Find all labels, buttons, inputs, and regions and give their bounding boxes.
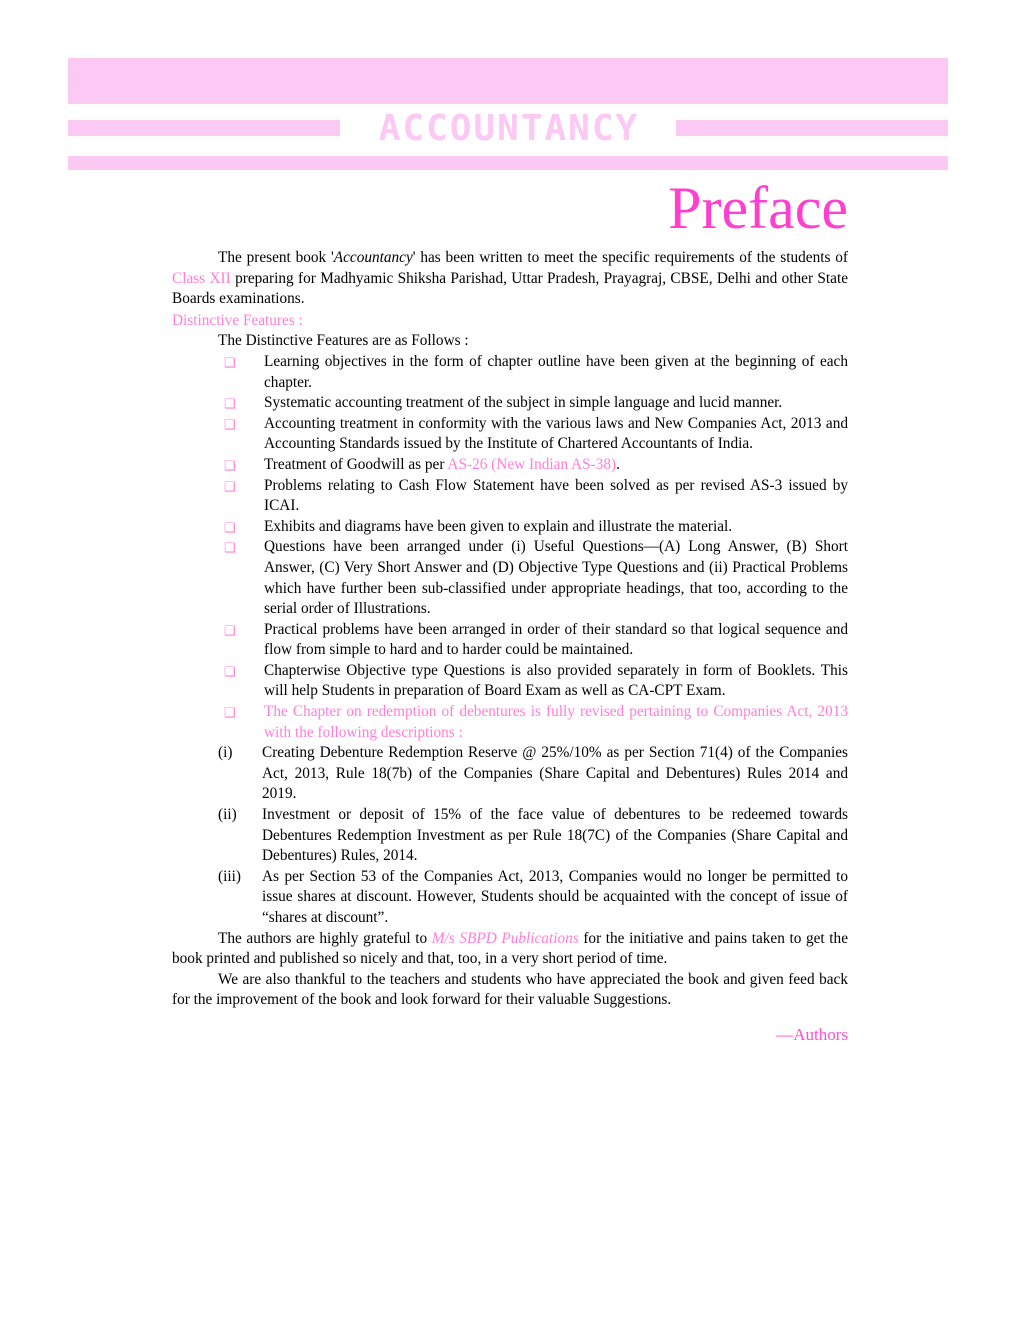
checkbox-bullet-icon: ❑ [224, 478, 236, 494]
feature-text: Exhibits and diagrams have been given to explain and illustrate the material. [264, 517, 733, 535]
list-item [218, 702, 848, 743]
intro-paragraph [172, 248, 848, 310]
banner-rule-left [68, 120, 340, 136]
preface-body [172, 248, 848, 1063]
list-item [218, 393, 848, 414]
list-item [218, 455, 848, 476]
page-title: Preface [668, 175, 848, 241]
list-item [218, 867, 848, 929]
checkbox-bullet-icon: ❑ [224, 705, 236, 721]
roman-text: As per Section 53 of the Companies Act, 2013, Companies would no longer be permitted to issue shares at discount. However, Students should be acquainted with the concept of issue of “shares at discount”. [262, 867, 848, 926]
feature-text: Treatment of Goodwill as per [264, 455, 448, 473]
list-item [218, 743, 848, 805]
feature-text: Questions have been arranged under (i) Useful Questions—(A) Long Answer, (B) Short Answer, (C) Very Short Answer and (D) Objective Type Questions and (ii) Practical Problems which have further been sub-classified under appropriate headings, that too, according to the serial order of Illustrations. [264, 538, 848, 618]
feature-text: Chapterwise Objective type Questions is also provided separately in form of Booklets. This will help Students in preparation of Board Exam as well as CA-CPT Exam. [264, 661, 848, 700]
banner-title-row [68, 104, 948, 156]
intro-part2: ' has been written to meet the specific requirements of the students of [412, 249, 848, 266]
features-list [172, 352, 848, 743]
banner-bottom-block [68, 156, 948, 170]
feature-text: Accounting treatment in conformity with the various laws and New Companies Act, 2013 and Accounting Standards issued by the Institute of Chartered Accountants of India. [264, 414, 848, 453]
banner-top-block [68, 58, 948, 104]
list-item [218, 537, 848, 619]
checkbox-bullet-icon: ❑ [224, 416, 236, 432]
intro-part3: preparing for Madhyamic Shiksha Parishad, Uttar Pradesh, Prayagraj, CBSE, Delhi and other State Boards examinations. [172, 269, 848, 308]
thanks-part1: The authors are highly grateful to [218, 929, 432, 947]
feature-highlight: AS-26 (New Indian AS-38) [447, 455, 617, 473]
roman-marker: (iii) [218, 867, 241, 885]
feature-text: Systematic accounting treatment of the subject in simple language and lucid manner. [264, 394, 783, 412]
checkbox-bullet-icon: ❑ [224, 622, 236, 638]
intro-part1: The present book ' [218, 249, 334, 266]
roman-text: Creating Debenture Redemption Reserve @ 25%/10% as per Section 71(4) of the Companies Act, 2013, Rule 18(7b) of the Companies (Share Capital and Debentures) Rules 2014 and 2019. [262, 744, 848, 803]
checkbox-bullet-icon: ❑ [224, 663, 236, 679]
banner-rule-right [676, 120, 948, 136]
list-item [218, 414, 848, 455]
checkbox-bullet-icon: ❑ [224, 354, 236, 370]
thanks-paragraph [172, 929, 848, 970]
checkbox-bullet-icon: ❑ [224, 396, 236, 412]
feature-text: Problems relating to Cash Flow Statement have been solved as per revised AS-3 issued by ICAI. [264, 476, 848, 515]
roman-text: Investment or deposit of 15% of the face value of debentures to be redeemed towards Debentures Redemption Investment as per Rule 18(7C) of the Companies (Share Capital and Debentures) Rules, 2014. [262, 806, 848, 865]
list-item [218, 620, 848, 661]
list-item [218, 352, 848, 393]
feature-highlight: The Chapter on redemption of debentures is fully revised pertaining to Companies Act, 2013 with the following descriptions : [264, 703, 848, 741]
thanks-part2: for the initiative and pains taken to get the book printed and published so nicely and that, too, in a very short period of time. [172, 929, 848, 968]
book-title: Accountancy [333, 249, 413, 266]
checkbox-bullet-icon: ❑ [224, 457, 236, 473]
list-item [218, 805, 848, 867]
distinctive-features-intro: The Distinctive Features are as Follows : [218, 332, 469, 350]
roman-marker: (i) [218, 744, 233, 762]
signature: —Authors [776, 1024, 848, 1044]
publisher-name: M/s SBPD Publications [431, 929, 579, 947]
roman-marker: (ii) [218, 806, 237, 824]
distinctive-features-label: Distinctive Features : [172, 311, 303, 329]
checkbox-bullet-icon: ❑ [224, 540, 236, 556]
list-item [218, 476, 848, 517]
roman-list [172, 743, 848, 928]
list-item [218, 517, 848, 538]
banner-title: ACCOUNTANCY [378, 108, 640, 149]
checkbox-bullet-icon: ❑ [224, 519, 236, 535]
closing-paragraph: We are also thankful to the teachers and students who have appreciated the book and given feed back for the improvement of the book and look forward for their valuable Suggestions. [172, 970, 848, 1009]
feature-tail: . [616, 455, 620, 473]
feature-text: Learning objectives in the form of chapter outline have been given at the beginning of each chapter. [264, 352, 848, 391]
list-item [218, 661, 848, 702]
class-label: Class XII [172, 269, 231, 287]
header-banner [68, 58, 948, 170]
feature-text: Practical problems have been arranged in order of their standard so that logical sequence and flow from simple to hard and to harder could be maintained. [264, 620, 848, 659]
